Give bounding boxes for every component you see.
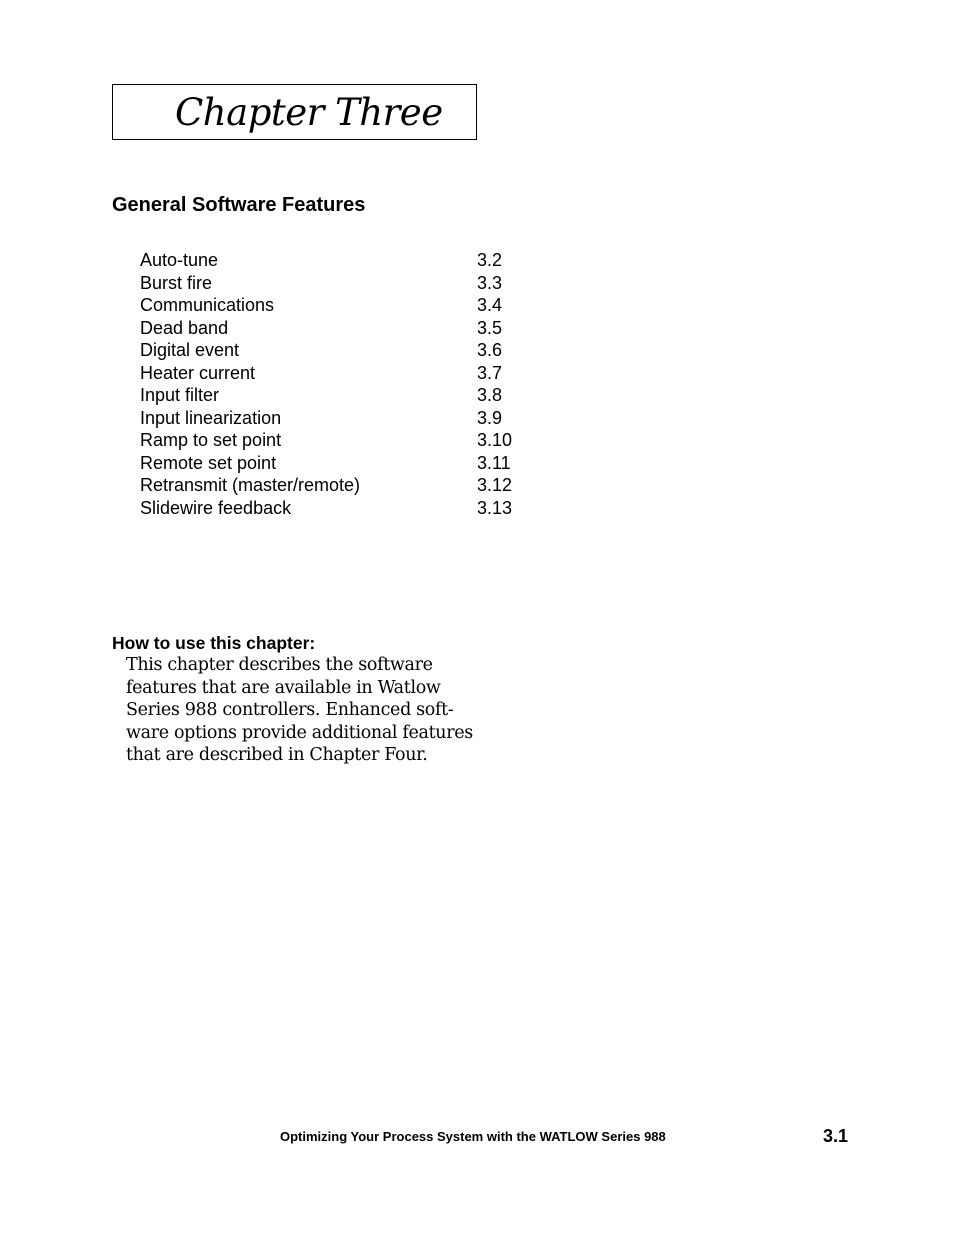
toc-label: Dead band — [140, 317, 229, 338]
toc-row — [140, 474, 560, 497]
toc-label: Digital event — [140, 340, 240, 360]
toc-page-number: 3.7 — [477, 362, 503, 383]
toc-row — [140, 249, 560, 272]
table-of-contents — [140, 249, 560, 519]
toc-row — [140, 339, 560, 362]
toc-page-number: 3.12 — [477, 475, 513, 495]
section-heading: General Software Features — [112, 194, 366, 216]
toc-page-number: 3.11 — [477, 452, 511, 473]
toc-row — [140, 294, 560, 317]
toc-row — [140, 272, 560, 295]
paragraph-line: ware options provide additional features — [126, 722, 473, 743]
toc-page-number: 3.2 — [477, 250, 503, 270]
toc-label: Input filter — [140, 385, 220, 405]
footer-title: Optimizing Your Process System with the WATLOW Series 988 — [280, 1129, 666, 1144]
toc-label: Input linearization — [140, 407, 282, 428]
howto-heading: How to use this chapter: — [112, 633, 316, 653]
toc-row — [140, 429, 560, 452]
toc-page-number: 3.4 — [477, 295, 503, 315]
toc-row — [140, 497, 560, 520]
toc-page-number: 3.9 — [477, 407, 503, 428]
toc-label: Communications — [140, 295, 275, 315]
toc-label: Slidewire feedback — [140, 497, 292, 518]
toc-label: Auto-tune — [140, 250, 219, 270]
toc-row — [140, 452, 560, 475]
toc-page-number: 3.10 — [477, 430, 513, 450]
toc-page-number: 3.8 — [477, 385, 503, 405]
paragraph-line: features that are available in Watlow — [126, 677, 441, 698]
toc-row — [140, 317, 560, 340]
toc-label: Burst fire — [140, 272, 213, 293]
howto-paragraph — [126, 654, 473, 767]
paragraph-line: This chapter describes the software — [126, 655, 433, 675]
toc-label: Remote set point — [140, 452, 277, 473]
toc-page-number: 3.5 — [477, 317, 503, 338]
chapter-title-box — [112, 84, 477, 140]
chapter-title: Chapter Three — [175, 91, 443, 134]
toc-page-number: 3.3 — [477, 272, 503, 293]
page-number: 3.1 — [823, 1126, 849, 1146]
toc-label: Ramp to set point — [140, 430, 282, 450]
toc-page-number: 3.6 — [477, 340, 503, 360]
toc-label: Heater current — [140, 362, 256, 383]
paragraph-line: that are described in Chapter Four. — [126, 745, 428, 765]
paragraph-line: Series 988 controllers. Enhanced soft- — [126, 700, 454, 720]
toc-label: Retransmit (master/remote) — [140, 475, 361, 495]
toc-page-number: 3.13 — [477, 497, 513, 518]
toc-row — [140, 407, 560, 430]
toc-row — [140, 384, 560, 407]
toc-row — [140, 362, 560, 385]
